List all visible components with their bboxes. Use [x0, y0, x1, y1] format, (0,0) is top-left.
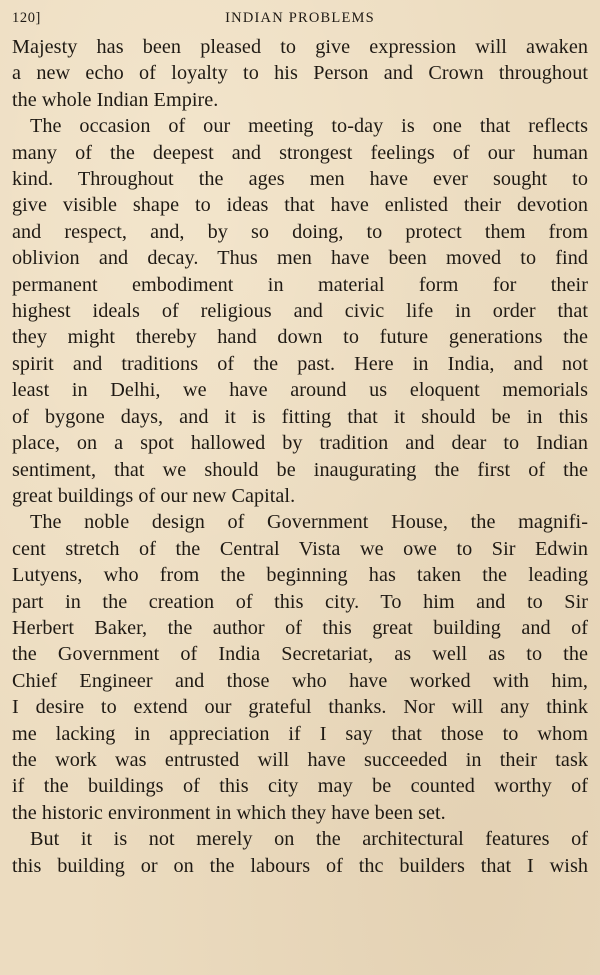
text-line: they might thereby hand down to future generations the: [12, 326, 588, 349]
text-line: sentiment, that we should be inaugurating the first of the: [12, 458, 588, 481]
text-line: the Government of India Secretariat, as well as to the: [12, 643, 588, 666]
text-line: The noble design of Government House, the magnifi-: [30, 511, 588, 534]
text-line: of bygone days, and it is fitting that it should be in this: [12, 405, 588, 428]
text-line: highest ideals of religious and civic life in order that: [12, 300, 588, 323]
text-line: Chief Engineer and those who have worked with him,: [12, 669, 588, 692]
text-line: give visible shape to ideas that have enlisted their devotion: [12, 194, 588, 217]
page-number: 120]: [12, 10, 41, 26]
running-title: INDIAN PROBLEMS: [225, 10, 375, 26]
paragraph: [12, 34, 588, 113]
text-line: permanent embodiment in material form for their: [12, 273, 588, 296]
text-line: But it is not merely on the architectural features of: [30, 828, 588, 851]
text-line: cent stretch of the Central Vista we owe to Sir Edwin: [12, 537, 588, 560]
text-line: and respect, and, by so doing, to protect them from: [12, 220, 588, 243]
text-line: the work was entrusted will have succeeded in their task: [12, 748, 588, 771]
text-line: many of the deepest and strongest feelings of our human: [12, 141, 588, 164]
text-line: Majesty has been pleased to give expression will awaken: [12, 36, 588, 58]
text-line: The occasion of our meeting to-day is one that reflects: [30, 115, 588, 138]
paragraph: [12, 113, 588, 509]
text-line: if the buildings of this city may be counted worthy of: [12, 775, 588, 798]
text-line: me lacking in appreciation if I say that those to whom: [12, 722, 588, 745]
text-line: this building or on the labours of thc builders that I wish: [12, 854, 588, 877]
text-line: the whole Indian Empire.: [12, 88, 219, 111]
text-line: great buildings of our new Capital.: [12, 484, 296, 507]
text-line: a new echo of loyalty to his Person and Crown throughout: [12, 62, 588, 85]
paragraph: [12, 509, 588, 826]
text-line: spirit and traditions of the past. Here in India, and not: [12, 352, 588, 375]
text-line: the historic environment in which they have been set.: [12, 801, 446, 824]
text-line: oblivion and decay. Thus men have been moved to find: [12, 247, 588, 270]
text-line: least in Delhi, we have around us eloquent memorials: [12, 379, 588, 402]
text-line: Herbert Baker, the author of this great building and of: [12, 616, 588, 639]
text-line: kind. Throughout the ages men have ever sought to: [12, 168, 588, 191]
text-line: place, on a spot hallowed by tradition and dear to Indian: [12, 432, 588, 455]
text-line: Lutyens, who from the beginning has taken the leading: [12, 564, 588, 587]
paragraph: [12, 826, 588, 879]
text-line: I desire to extend our grateful thanks. Nor will any think: [12, 696, 588, 719]
body-text: [12, 34, 588, 879]
running-head: [12, 4, 588, 34]
text-line: part in the creation of this city. To him and to Sir: [12, 590, 588, 613]
